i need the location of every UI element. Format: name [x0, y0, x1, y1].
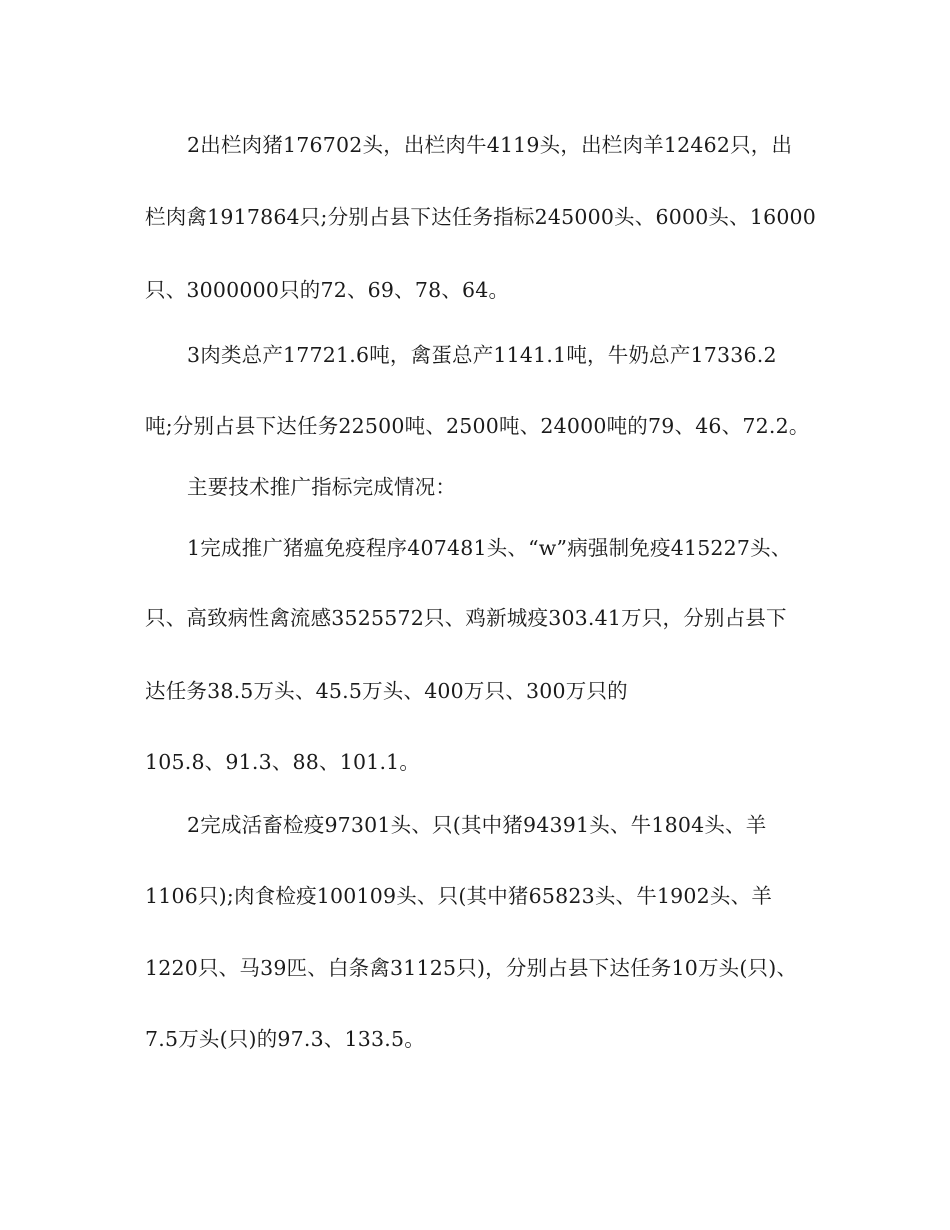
paragraph-line: 吨;分别占县下达任务22500吨、2500吨、24000吨的79、46、72.2。 — [145, 414, 810, 438]
section-heading: 主要技术推广指标完成情况： — [187, 475, 457, 499]
paragraph-line: 只、3000000只的72、69、78、64。 — [145, 278, 510, 302]
paragraph-line: 7.5万头(只)的97.3、133.5。 — [145, 1027, 425, 1051]
paragraph-line: 105.8、91.3、88、101.1。 — [145, 750, 421, 774]
paragraph-line: 栏肉禽1917864只;分别占县下达任务指标245000头、6000头、16000 — [145, 205, 817, 229]
paragraph-line: 2完成活畜检疫97301头、只(其中猪94391头、牛1804头、羊 — [187, 813, 767, 837]
paragraph-line: 1106只);肉食检疫100109头、只(其中猪65823头、牛1902头、羊 — [145, 884, 773, 908]
paragraph-line: 1完成推广猪瘟免疫程序407481头、“w”病强制免疫415227头、 — [187, 536, 792, 560]
paragraph-line: 只、高致病性禽流感3525572只、鸡新城疫303.41万只，分别占县下 — [145, 606, 787, 630]
paragraph-line: 3肉类总产17721.6吨，禽蛋总产1141.1吨，牛奶总产17336.2 — [187, 343, 777, 367]
paragraph-line: 2出栏肉猪176702头，出栏肉牛4119头，出栏肉羊12462只，出 — [187, 133, 793, 157]
paragraph-line: 1220只、马39匹、白条禽31125只)，分别占县下达任务10万头(只)、 — [145, 956, 798, 980]
paragraph-line: 达任务38.5万头、45.5万头、400万只、300万只的 — [145, 679, 628, 703]
